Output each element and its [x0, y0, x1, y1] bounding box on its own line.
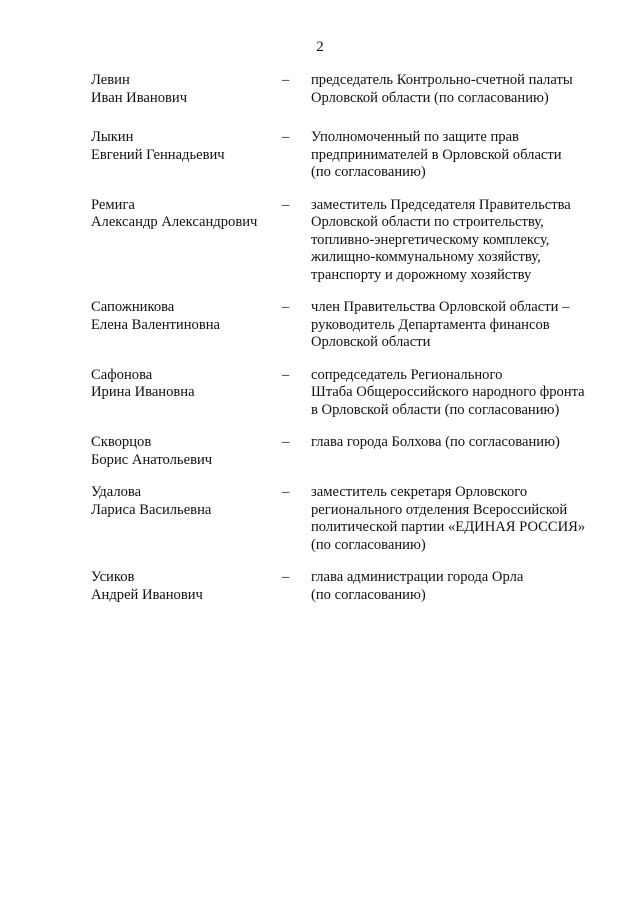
role-line: политической партии «ЕДИНАЯ РОССИЯ» — [311, 519, 586, 535]
member-entry — [91, 197, 611, 285]
member-entry — [91, 367, 611, 420]
role-line: Штаба Общероссийского народного фронта — [311, 384, 585, 400]
member-given-names: Евгений Геннадьевич — [91, 146, 225, 163]
member-given-names: Ирина Ивановна — [91, 384, 195, 400]
member-surname: Скворцов — [91, 434, 152, 450]
member-role — [311, 197, 611, 285]
role-line: Орловской области по строительству, — [311, 214, 544, 230]
role-line: топливно-энергетическому комплексу, — [311, 231, 550, 248]
role-line: Уполномоченный по защите прав — [311, 129, 519, 145]
member-given-names: Лариса Васильевна — [91, 501, 212, 518]
dash-separator: – — [282, 299, 290, 315]
member-surname: Сапожникова — [91, 299, 175, 315]
member-surname: Сафонова — [91, 366, 153, 383]
role-line: член Правительства Орловской области – — [311, 299, 570, 315]
member-entry — [91, 569, 611, 604]
member-entry — [91, 129, 611, 182]
member-name — [91, 129, 282, 182]
member-surname: Усиков — [91, 569, 135, 585]
member-role — [311, 367, 611, 420]
dash-separator: – — [282, 72, 290, 88]
member-name — [91, 299, 282, 352]
dash-separator: – — [282, 196, 290, 213]
member-role — [311, 129, 611, 182]
role-line: сопредседатель Регионального — [311, 366, 503, 383]
member-list — [91, 72, 611, 604]
role-line: регионального отделения Всероссийской — [311, 501, 568, 518]
page-number: 2 — [316, 39, 324, 55]
member-name — [91, 72, 282, 107]
member-role — [311, 484, 611, 554]
role-line: (по согласованию) — [311, 164, 426, 180]
member-given-names: Елена Валентиновна — [91, 316, 220, 333]
role-line: заместитель Председателя Правительства — [311, 196, 571, 213]
dash-separator: – — [282, 129, 290, 145]
role-line: глава города Болхова (по согласованию) — [311, 434, 560, 450]
member-name — [91, 367, 282, 420]
member-name — [91, 569, 282, 604]
member-entry — [91, 299, 611, 352]
member-surname: Левин — [91, 72, 130, 88]
member-role — [311, 569, 611, 604]
member-name — [91, 197, 282, 285]
role-line: председатель Контрольно-счетной палаты — [311, 72, 573, 88]
member-role — [311, 299, 611, 352]
member-given-names: Андрей Иванович — [91, 586, 203, 603]
member-role — [311, 72, 611, 107]
role-line: (по согласованию) — [311, 586, 426, 603]
member-role — [311, 434, 611, 469]
role-line: глава администрации города Орла — [311, 569, 524, 585]
member-given-names: Иван Иванович — [91, 89, 188, 106]
member-surname: Удалова — [91, 484, 142, 500]
member-surname: Ремига — [91, 196, 135, 213]
member-surname: Лыкин — [91, 129, 134, 145]
role-line: предпринимателей в Орловской области — [311, 146, 562, 163]
member-name — [91, 484, 282, 554]
role-line: заместитель секретаря Орловского — [311, 484, 528, 500]
role-line: жилищно-коммунальному хозяйству, — [311, 249, 541, 265]
member-entry — [91, 434, 611, 469]
dash-separator: – — [282, 569, 290, 585]
role-line: транспорту и дорожному хозяйству — [311, 266, 532, 283]
dash-separator: – — [282, 434, 290, 450]
role-line: (по согласованию) — [311, 536, 426, 553]
role-line: руководитель Департамента финансов — [311, 316, 550, 333]
member-given-names: Борис Анатольевич — [91, 451, 213, 468]
role-line: в Орловской области (по согласованию) — [311, 401, 560, 418]
member-entry — [91, 484, 611, 554]
dash-separator: – — [282, 484, 290, 500]
role-line: Орловской области (по согласованию) — [311, 89, 549, 106]
member-entry — [91, 72, 611, 107]
member-given-names: Александр Александрович — [91, 214, 258, 230]
dash-separator: – — [282, 366, 290, 383]
member-name — [91, 434, 282, 469]
role-line: Орловской области — [311, 334, 431, 350]
